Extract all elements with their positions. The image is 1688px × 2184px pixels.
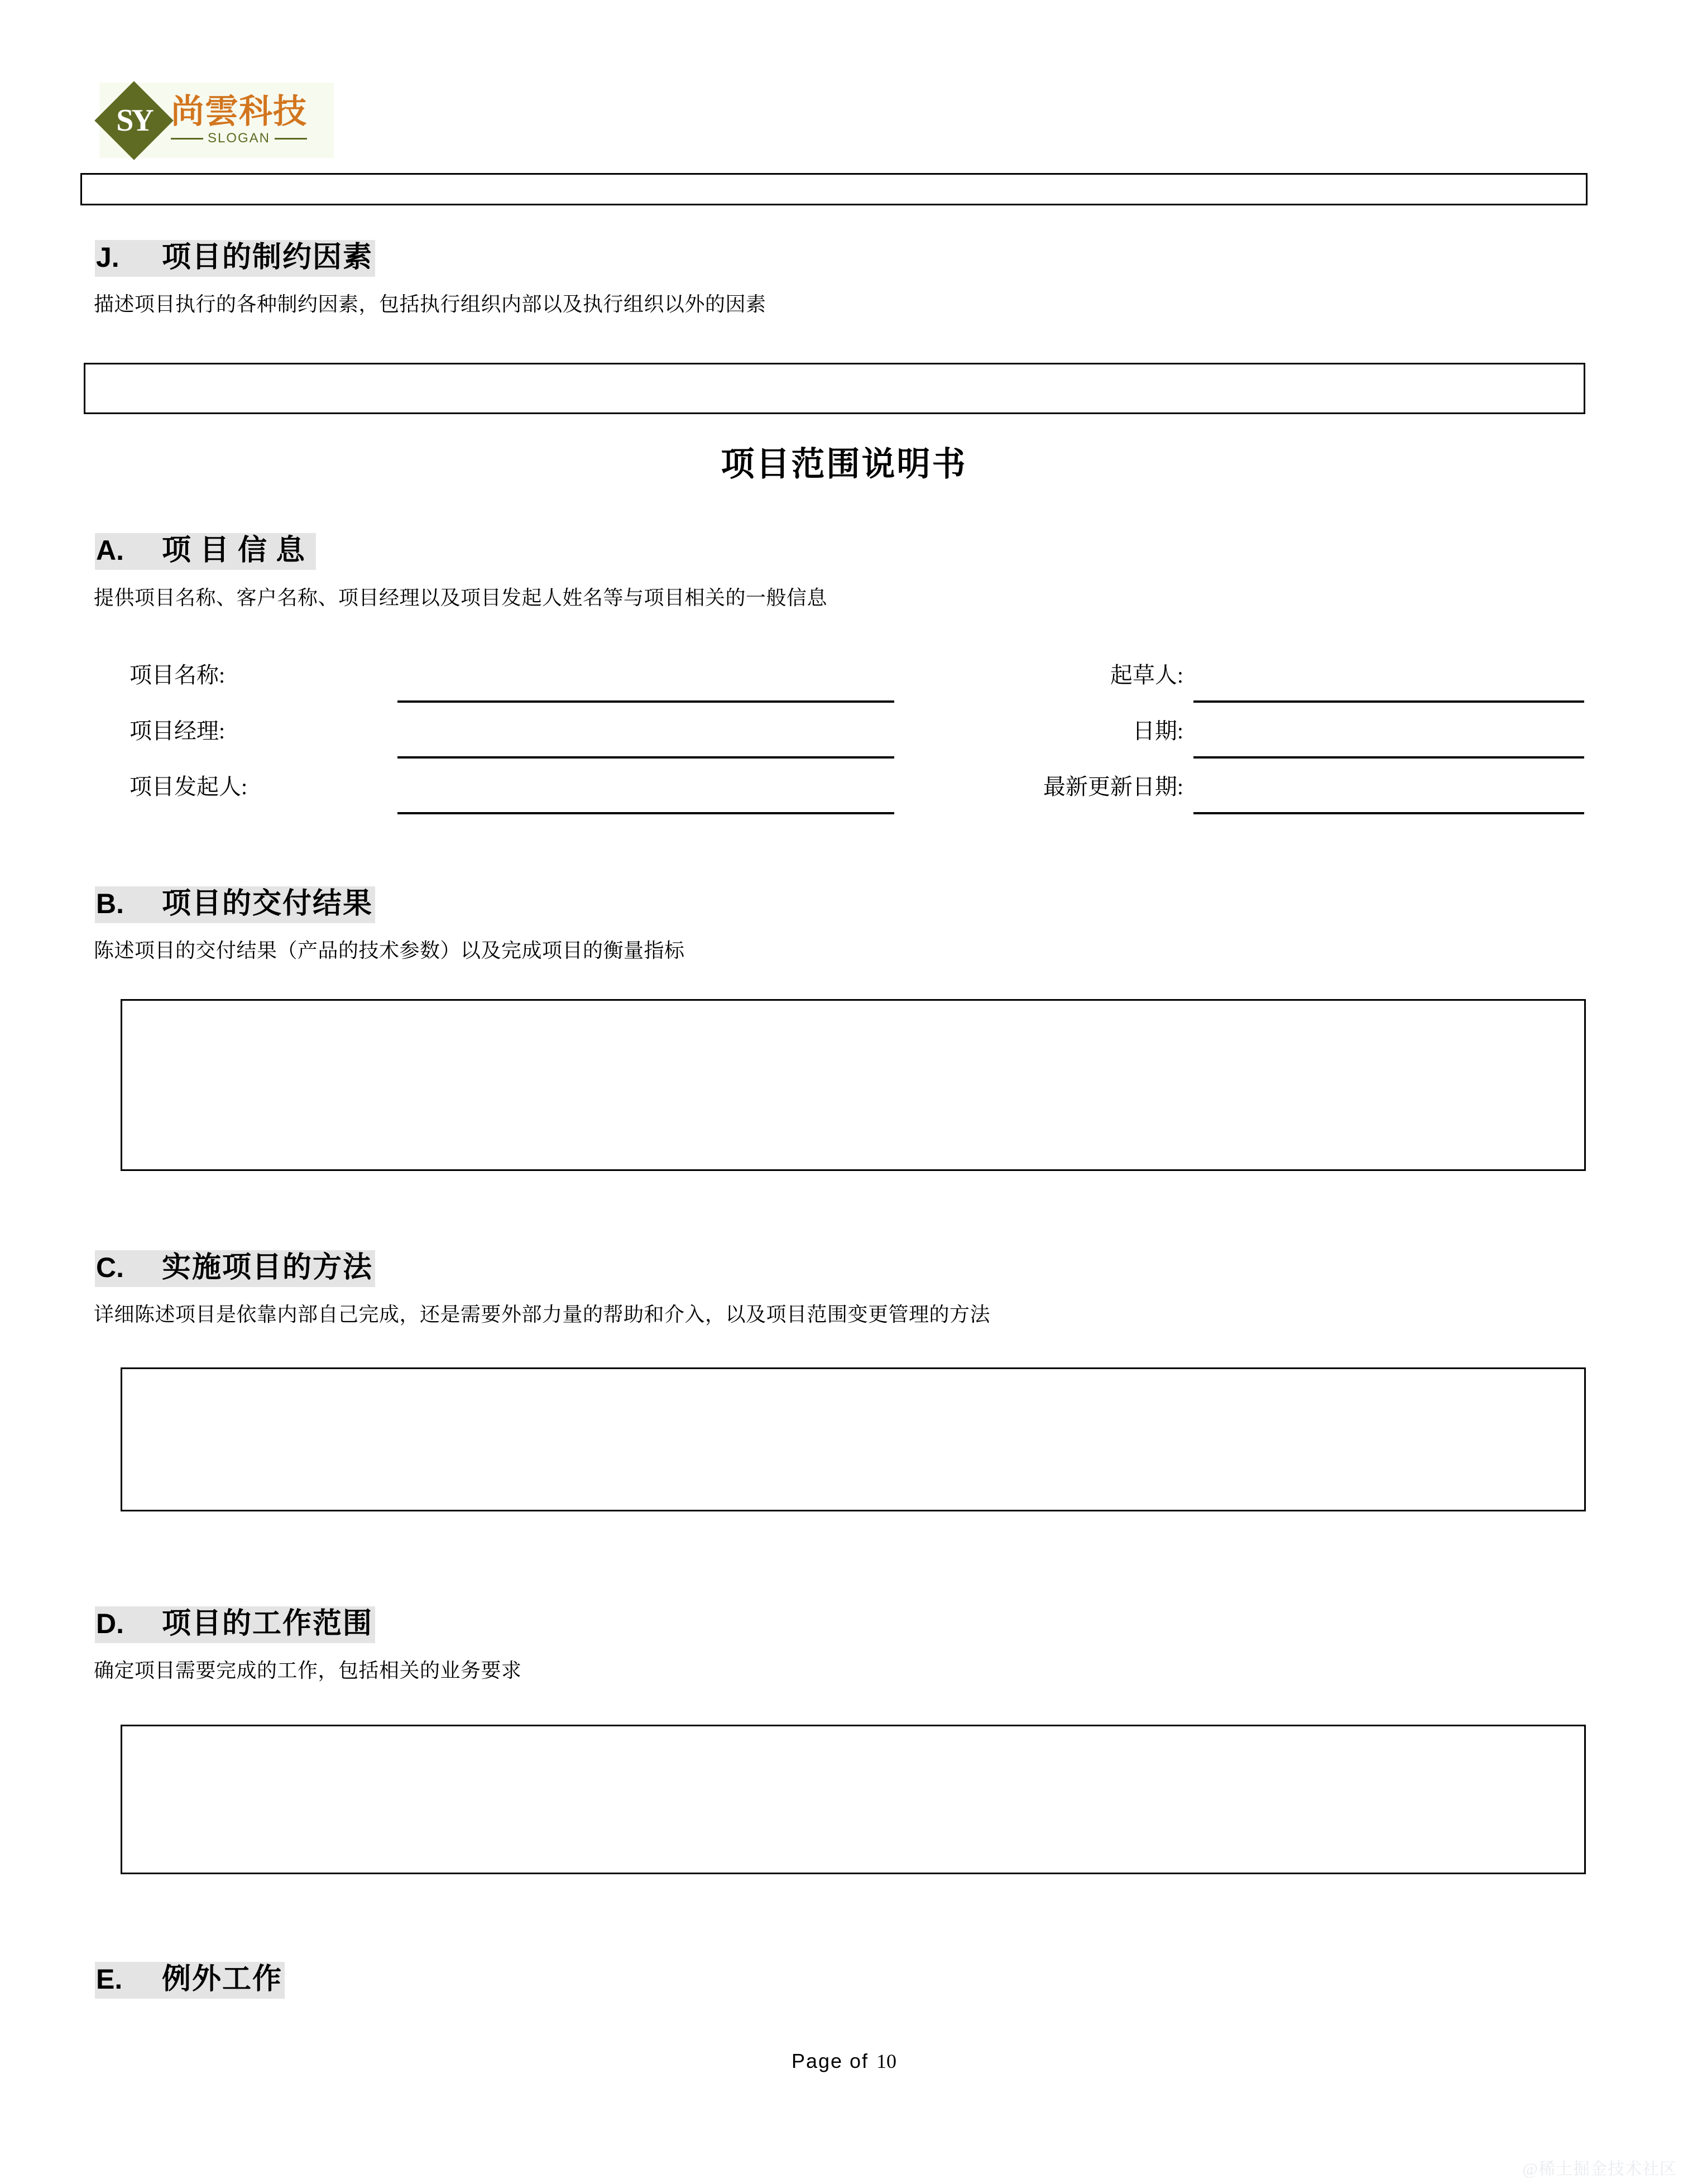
form-label-last-updated: 最新更新日期: [1043, 774, 1183, 799]
logo-diamond-icon [94, 81, 173, 160]
page-title: 项目范围说明书 [721, 446, 967, 483]
form-rule-date[interactable] [1193, 756, 1584, 759]
form-label-project-name: 项目名称: [130, 663, 226, 688]
section-j-answer-box[interactable] [84, 363, 1585, 414]
section-title-b: 项目的交付结果 [162, 888, 373, 920]
section-title-e: 例外工作 [162, 1964, 283, 1995]
section-title-c: 实施项目的方法 [162, 1252, 373, 1284]
section-d-answer-box[interactable] [121, 1725, 1586, 1874]
logo-rule-left [171, 138, 203, 140]
logo-slogan-row [171, 131, 307, 146]
logo-text-block [171, 94, 307, 146]
section-title-a: 项目信息 [162, 535, 314, 567]
section-letter-c: C. [96, 1252, 124, 1283]
section-desc-d: 确定项目需要完成的工作，包括相关的业务要求 [94, 1659, 522, 1682]
section-desc-a: 提供项目名称、客户名称、项目经理以及项目发起人姓名等与项目相关的一般信息 [94, 587, 828, 609]
form-rule-last-updated[interactable] [1193, 812, 1584, 814]
section-desc-j: 描述项目执行的各种制约因素，包括执行组织内部以及执行组织以外的因素 [94, 293, 766, 315]
page-footer [0, 2049, 1688, 2073]
form-label-project-manager: 项目经理: [130, 718, 226, 743]
footer-total-pages: 10 [876, 2050, 897, 2072]
section-heading-a [95, 533, 316, 570]
logo-monogram: SY [116, 103, 152, 138]
section-letter-e: E. [96, 1964, 123, 1995]
footer-page-label: Page of [791, 2049, 869, 2072]
watermark: @稀土掘金技术社区 [1522, 2160, 1677, 2178]
section-title-d: 项目的工作范围 [162, 1608, 373, 1640]
section-heading-b [95, 886, 375, 923]
section-heading-e [95, 1962, 285, 1999]
section-desc-b: 陈述项目的交付结果（产品的技术参数）以及完成项目的衡量指标 [94, 939, 685, 962]
section-letter-d: D. [96, 1608, 124, 1639]
form-label-drafter: 起草人: [1110, 663, 1183, 688]
section-b-answer-box[interactable] [121, 999, 1586, 1171]
form-rule-project-manager[interactable] [397, 756, 894, 759]
section-heading-d [95, 1606, 375, 1643]
section-c-answer-box[interactable] [121, 1367, 1586, 1511]
section-letter-j: J. [96, 242, 119, 273]
company-logo [99, 83, 334, 158]
logo-rule-right [275, 138, 307, 140]
form-label-date: 日期: [1132, 718, 1183, 743]
section-title-j: 项目的制约因素 [162, 242, 373, 273]
logo-slogan: SLOGAN [207, 131, 271, 146]
previous-section-answer-box[interactable] [80, 173, 1588, 205]
section-heading-c [95, 1250, 375, 1287]
company-name: 尚雲科技 [171, 93, 307, 130]
form-label-project-sponsor: 项目发起人: [130, 774, 248, 799]
form-rule-project-name[interactable] [397, 700, 894, 703]
section-letter-a: A. [96, 535, 124, 566]
form-rule-project-sponsor[interactable] [397, 812, 894, 814]
section-letter-b: B. [96, 888, 124, 919]
section-heading-j [95, 240, 375, 277]
section-desc-c: 详细陈述项目是依靠内部自己完成，还是需要外部力量的帮助和介入，以及项目范围变更管理的方法 [94, 1303, 991, 1326]
form-rule-drafter[interactable] [1193, 700, 1584, 703]
